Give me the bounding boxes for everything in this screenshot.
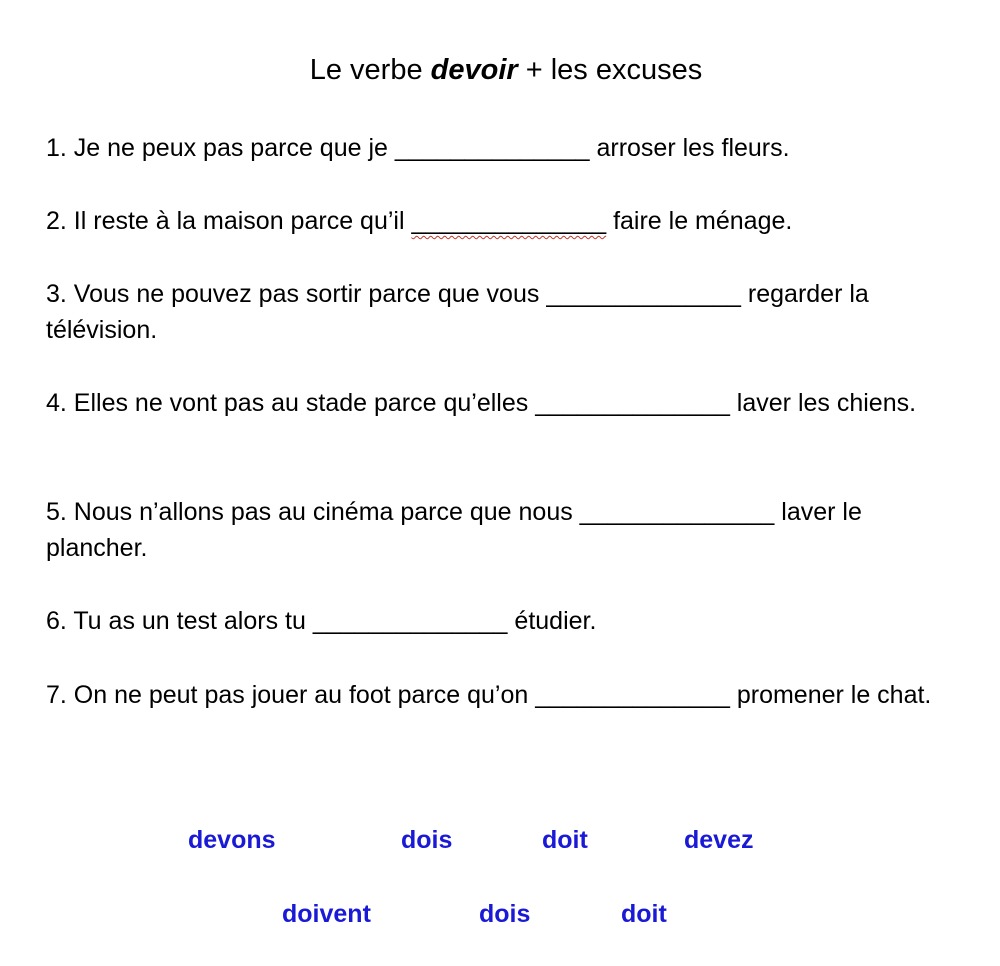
question-text-before: 2. Il reste à la maison parce qu’il [46, 207, 412, 235]
question-2 [46, 203, 956, 239]
word-chip-dois[interactable]: dois [401, 826, 453, 854]
title-prefix: Le verbe [309, 54, 431, 86]
answer-blank-4[interactable]: ______________ [535, 389, 730, 417]
question-5 [46, 494, 956, 566]
word-chip-doit[interactable]: doit [542, 826, 588, 854]
question-text-after: arroser les fleurs. [589, 134, 790, 162]
question-text-after: laver le plancher. [46, 498, 862, 562]
question-text-before: 3. Vous ne pouvez pas sortir parce que vous [46, 280, 547, 308]
question-text-before: 1. Je ne peux pas parce que je [46, 134, 395, 162]
question-text-after: faire le ménage. [606, 207, 793, 235]
word-chip-devez[interactable]: devez [684, 826, 754, 854]
question-text-before: 6. Tu as un test alors tu [46, 607, 313, 635]
question-text-after: étudier. [507, 607, 597, 635]
title-suffix: + les excuses [517, 54, 703, 86]
word-chip-doivent[interactable]: doivent [282, 900, 371, 928]
question-text-before: 7. On ne peut pas jouer au foot parce qu’on [46, 681, 536, 709]
question-text-after: regarder la télévision. [46, 280, 869, 344]
word-chip-dois-2[interactable]: dois [479, 900, 531, 928]
answer-blank-2[interactable]: ______________ [411, 207, 607, 235]
question-1 [46, 130, 956, 166]
word-chip-devons[interactable]: devons [188, 826, 276, 854]
question-text-before: 5. Nous n’allons pas au cinéma parce que nous [46, 498, 580, 526]
question-7 [46, 677, 956, 713]
title-verb: devoir [430, 54, 518, 86]
question-3 [46, 276, 956, 348]
answer-blank-3[interactable]: ______________ [546, 280, 741, 308]
question-4 [46, 385, 956, 421]
answer-blank-7[interactable]: ______________ [535, 681, 730, 709]
question-text-after: promener le chat. [729, 681, 932, 709]
page-title [0, 52, 1000, 88]
question-text-before: 4. Elles ne vont pas au stade parce qu’elles [46, 389, 536, 417]
answer-blank-1[interactable]: ______________ [394, 134, 590, 162]
answer-blank-6[interactable]: ______________ [312, 607, 508, 635]
question-6 [46, 603, 956, 639]
question-text-after: laver les chiens. [729, 389, 917, 417]
answer-blank-5[interactable]: ______________ [579, 498, 775, 526]
word-chip-doit-2[interactable]: doit [621, 900, 667, 928]
